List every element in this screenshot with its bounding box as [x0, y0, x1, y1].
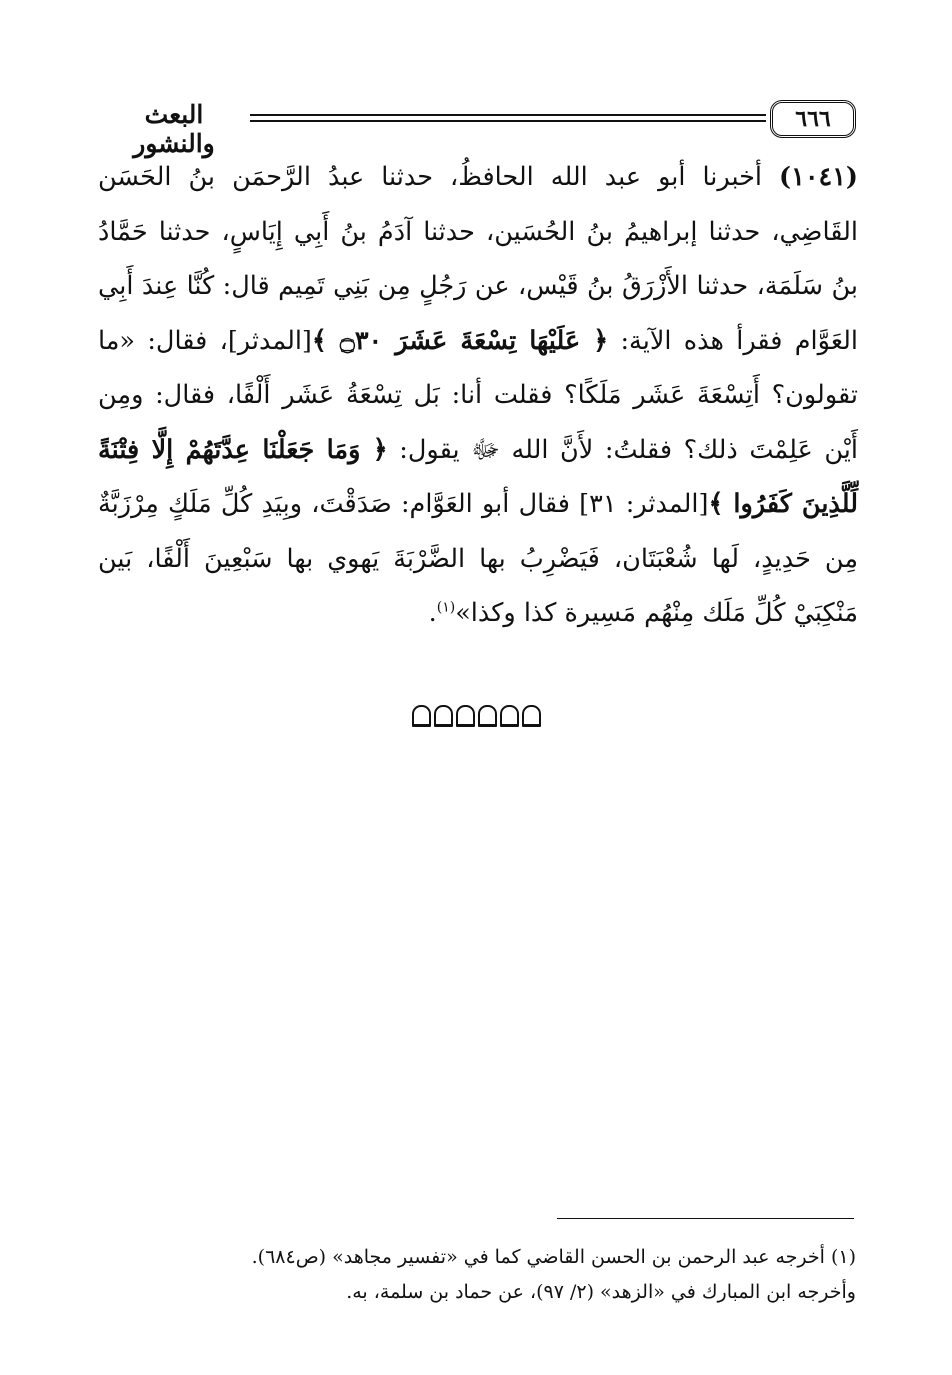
running-title: البعث والنشور — [133, 100, 215, 158]
quran-verse-2: ﴿ وَمَا جَعَلْنَا عِدَّتَهُمْ إِلَّا فِتْنَةً لِّلَّذِينَ كَفَرُوا ﴾ — [98, 434, 859, 519]
hadith-text — [98, 150, 858, 641]
hadith-text-part-1: أخبرنا أبو عبد الله الحافظُ، حدثنا عبدُ الرَّحمَن بنُ الحَسَن القَاضِي، حدثنا إبراهيمُ بنُ الحُسَين، حدثنا آدَمُ بنُ أَبِي إِيَاسٍ، حدثنا حَمَّادُ بنُ سَلَمَة، حدثنا الأَزْرَقُ بنُ قَيْس، عن رَجُلٍ مِن بَنِي تَمِيم قال: كُنَّا عِندَ أَبِي العَوَّام فقرأ هذه الآية: — [98, 162, 858, 356]
arch-ornament-icon — [456, 705, 475, 727]
hadith-text-part-3: [المدثر: ٣١] فقال أبو العَوَّام: صَدَقْتَ، وبِيَدِ كُلِّ مَلَكٍ مِرْزَبَّةٌ مِن حَدِيدٍ، لَها شُعْبَتَان، فَيَضْرِبُ بها الضَّرْبَةَ يَهوي بها سَبْعِينَ أَلْفًا، بَين مَنْكِبَيْ كُلِّ مَلَك مِنْهُم مَسِيرة كذا وكذا» — [98, 489, 858, 628]
arch-ornament-icon — [478, 705, 497, 727]
footnote-reference: (١) — [436, 599, 456, 616]
end-mark: . — [428, 598, 437, 628]
header-rule — [250, 114, 766, 122]
footnote-line: وأخرجه ابن المبارك في «الزهد» (٢/ ٩٧)، عن حماد بن سلمة، به. — [346, 1281, 856, 1303]
page-header — [100, 98, 856, 158]
arch-ornament-icon — [412, 705, 431, 727]
quran-verse-1: ﴿ عَلَيْهَا تِسْعَةَ عَشَرَ ۝٣٠ ﴾ — [311, 325, 609, 356]
arch-ornament-icon — [500, 705, 519, 727]
footnote-line: (١) أخرجه عبد الرحمن بن الحسن القاضي كما في «تفسير مجاهد» (ص٦٨٤). — [251, 1246, 856, 1268]
arch-ornament-icon — [522, 705, 541, 727]
footnotes — [150, 1240, 856, 1310]
footnote-separator — [557, 1218, 854, 1219]
hadith-text-part-2: [المدثر]، فقال: «ما تقولون؟ أَتِسْعَةَ عَشَر مَلَكًا؟ فقلت أنا: بَل تِسْعَةُ عَشَر أَلْفًا، فقال: ومِن أَيْن عَلِمْتَ ذلك؟ فقلتُ: لأَنَّ الله ﷻ يقول: — [98, 325, 858, 465]
page-number: ٦٦٦ — [770, 100, 856, 138]
arch-ornament-icon — [434, 705, 453, 727]
hadith-number: (١٠٤١) — [779, 162, 858, 192]
section-ornament — [0, 705, 952, 731]
